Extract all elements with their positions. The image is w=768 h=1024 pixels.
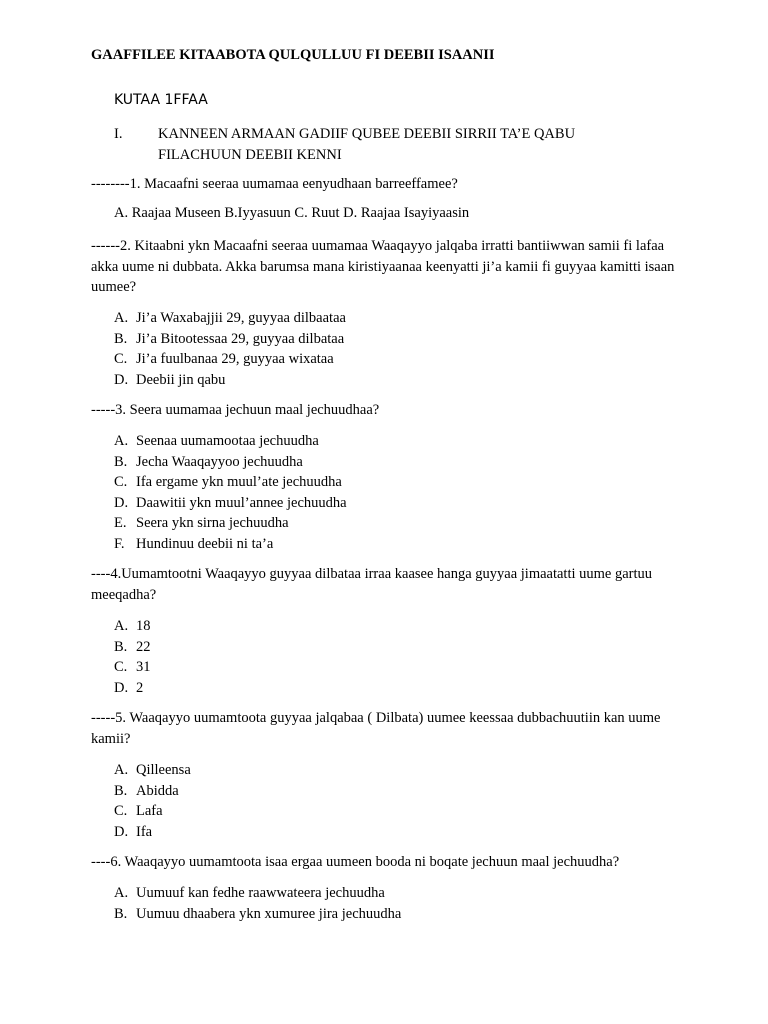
question-1-options: A. Raajaa Museen B.Iyyasuun C. Ruut D. Raajaa Isayiyaasin [114, 205, 470, 221]
option [114, 904, 674, 925]
option-letter: C. [114, 803, 128, 819]
option [114, 308, 674, 329]
option-text: Uumuu dhaabera ykn xumuree jira jechuudha [136, 905, 402, 922]
option-text: Qilleensa [136, 762, 191, 778]
option [114, 616, 674, 637]
option [114, 534, 674, 555]
option-text: Lafa [136, 803, 163, 819]
question-5: -----5. Waaqayyo uumamtoota guyyaa jalqabaa ( Dilbata) uumee keessaa dubbachuutiin kan uume kamii? [91, 710, 661, 747]
option-letter: D. [114, 371, 129, 388]
instruction-text: KANNEEN ARMAAN GADIIF QUBEE DEEBII SIRRII TA’E QABU FILACHUUN DEEBII KENNI [158, 126, 576, 163]
question-4-options [114, 616, 674, 698]
instruction-number: I. [114, 126, 123, 142]
question-5-options [114, 760, 674, 842]
section-heading: KUTAA 1FFAA [114, 92, 208, 108]
option [114, 370, 674, 391]
option-letter: B. [114, 905, 128, 922]
option [114, 801, 674, 822]
option-text: Ji’a Bitootessaa 29, guyyaa dilbataa [136, 330, 345, 347]
option-letter: A. [114, 885, 129, 901]
option-letter: B. [114, 453, 128, 470]
option [114, 431, 674, 452]
question-6-options [114, 883, 674, 924]
option [114, 349, 674, 370]
option-text: 2 [136, 679, 144, 696]
option-letter: A. [114, 310, 129, 326]
question-3: -----3. Seera uumamaa jechuun maal jechuudhaa? [91, 402, 380, 418]
option-text: Ji’a Waxabajjii 29, guyyaa dilbaataa [136, 310, 346, 326]
option-letter: C. [114, 659, 128, 675]
option [114, 678, 674, 699]
option [114, 822, 674, 843]
question-4: ----4.Uumamtootni Waaqayyo guyyaa dilbataa irraa kaasee hanga guyyaa jimaatatti uume gartuu meeqadha? [91, 566, 653, 603]
option-letter: A. [114, 762, 129, 778]
option [114, 637, 674, 658]
option [114, 883, 674, 904]
option-letter: C. [114, 474, 128, 490]
question-1: --------1. Macaafni seeraa uumamaa eenyudhaan barreeffamee? [91, 176, 458, 192]
question-2: ------2. Kitaabni ykn Macaafni seeraa uumamaa Waaqayyo jalqaba irratti bantiiwwan samii fi lafaa akka uume ni dubbata. Akka barumsa mana kiristiyaanaa keenyatti ji’a kamii fi guyyaa kamitti isaan uumee? [91, 238, 675, 295]
option [114, 657, 674, 678]
option [114, 472, 674, 493]
option-text: Deebii jin qabu [136, 371, 226, 388]
option [114, 760, 674, 781]
option [114, 781, 674, 802]
option-letter: B. [114, 782, 128, 799]
document-title: GAAFFILEE KITAABOTA QULQULLUU FI DEEBII ISAANII [91, 47, 495, 63]
option-text: Seenaa uumamootaa jechuudha [136, 433, 319, 449]
option-letter: A. [114, 433, 129, 449]
question-6: ----6. Waaqayyo uumamtoota isaa ergaa uumeen booda ni boqate jechuun maal jechuudha? [91, 854, 620, 870]
option-text: Hundinuu deebii ni ta’a [136, 535, 274, 552]
option-text: Jecha Waaqayyoo jechuudha [136, 453, 303, 470]
option [114, 493, 674, 514]
option-letter: D. [114, 823, 129, 840]
option-text: Ifa ergame ykn muul’ate jechuudha [136, 474, 342, 490]
option-text: Daawitii ykn muul’annee jechuudha [136, 494, 347, 511]
option-letter: A. [114, 618, 129, 634]
option [114, 513, 674, 534]
question-3-options [114, 431, 674, 554]
option-letter: C. [114, 351, 128, 367]
option-letter: B. [114, 330, 128, 347]
option-letter: E. [114, 515, 127, 531]
option-text: Uumuuf kan fedhe raawwateera jechuudha [136, 885, 385, 901]
instruction [114, 124, 634, 165]
option-letter: D. [114, 679, 129, 696]
option-letter: D. [114, 494, 129, 511]
option-text: Ji’a fuulbanaa 29, guyyaa wixataa [136, 351, 334, 367]
option-text: Seera ykn sirna jechuudha [136, 515, 289, 531]
option-text: Ifa [136, 823, 153, 840]
option [114, 452, 674, 473]
option [114, 329, 674, 350]
option-text: 31 [136, 659, 151, 675]
question-2-options [114, 308, 674, 390]
option-text: Abidda [136, 782, 179, 799]
option-text: 18 [136, 618, 151, 634]
option-text: 22 [136, 638, 151, 655]
option-letter: F. [114, 535, 125, 552]
option-letter: B. [114, 638, 128, 655]
